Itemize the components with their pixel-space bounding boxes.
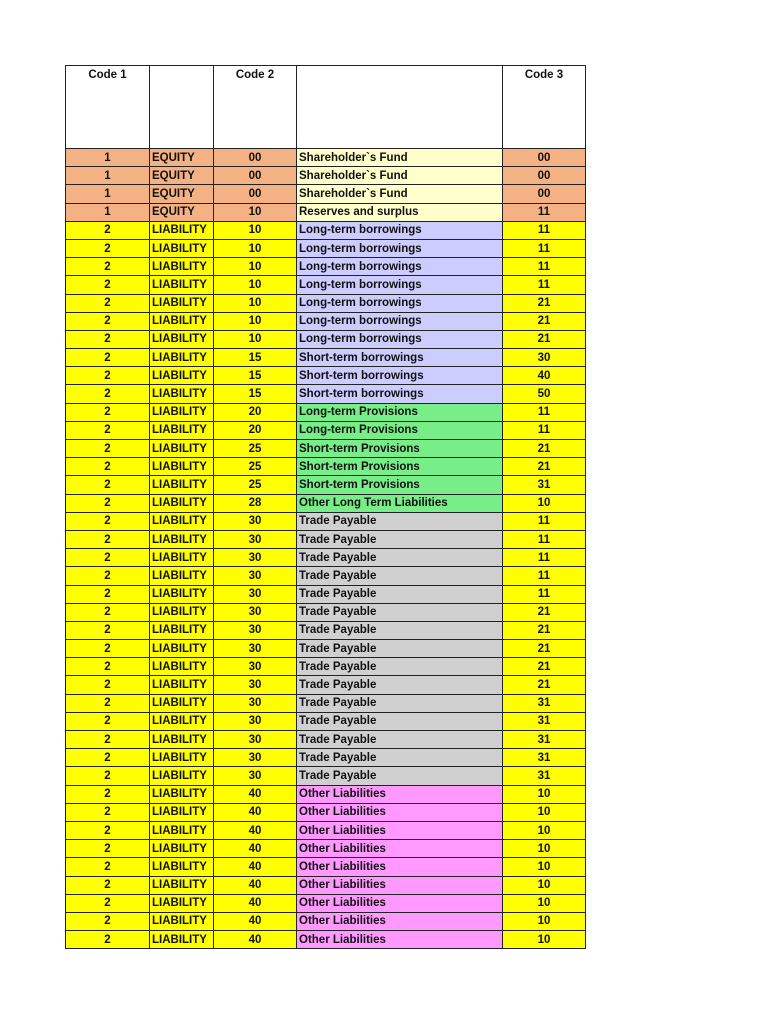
cell-description: Shareholder`s Fund [297, 167, 503, 185]
cell-description: Long-term borrowings [297, 258, 503, 276]
header-code-1: Code 1 [66, 66, 150, 149]
cell-description: Reserves and surplus [297, 203, 503, 221]
cell-code-1: 1 [66, 203, 150, 221]
cell-label: LIABILITY [150, 821, 214, 839]
cell-code-1: 2 [66, 821, 150, 839]
header-row [66, 66, 586, 149]
cell-code-2: 30 [214, 549, 297, 567]
cell-code-2: 30 [214, 767, 297, 785]
cell-description: Trade Payable [297, 530, 503, 548]
cell-description: Other Liabilities [297, 858, 503, 876]
table-row [66, 149, 586, 167]
cell-code-3: 11 [503, 530, 586, 548]
table-row [66, 767, 586, 785]
cell-label: LIABILITY [150, 567, 214, 585]
cell-code-3: 31 [503, 476, 586, 494]
cell-code-1: 2 [66, 585, 150, 603]
table-row [66, 221, 586, 239]
cell-label: LIABILITY [150, 458, 214, 476]
table-row [66, 403, 586, 421]
cell-code-3: 31 [503, 712, 586, 730]
cell-code-1: 2 [66, 312, 150, 330]
cell-code-2: 30 [214, 621, 297, 639]
cell-code-2: 10 [214, 239, 297, 257]
cell-description: Short-term Provisions [297, 440, 503, 458]
cell-label: LIABILITY [150, 530, 214, 548]
cell-code-3: 10 [503, 858, 586, 876]
cell-description: Other Liabilities [297, 840, 503, 858]
cell-label: LIABILITY [150, 767, 214, 785]
cell-code-1: 2 [66, 931, 150, 949]
cell-description: Other Liabilities [297, 821, 503, 839]
cell-description: Other Liabilities [297, 876, 503, 894]
table-row [66, 821, 586, 839]
table-row [66, 530, 586, 548]
cell-code-2: 25 [214, 476, 297, 494]
cell-label: LIABILITY [150, 385, 214, 403]
cell-code-2: 30 [214, 640, 297, 658]
cell-code-1: 2 [66, 494, 150, 512]
cell-code-2: 10 [214, 312, 297, 330]
cell-label: LIABILITY [150, 221, 214, 239]
cell-label: LIABILITY [150, 512, 214, 530]
cell-code-3: 31 [503, 731, 586, 749]
cell-code-1: 2 [66, 367, 150, 385]
cell-label: LIABILITY [150, 694, 214, 712]
cell-description: Other Long Term Liabilities [297, 494, 503, 512]
cell-code-3: 11 [503, 221, 586, 239]
cell-label: LIABILITY [150, 603, 214, 621]
cell-label: LIABILITY [150, 621, 214, 639]
cell-label: LIABILITY [150, 840, 214, 858]
cell-description: Trade Payable [297, 731, 503, 749]
table-row [66, 512, 586, 530]
cell-code-3: 11 [503, 421, 586, 439]
table-row [66, 421, 586, 439]
cell-label: LIABILITY [150, 476, 214, 494]
table-row [66, 239, 586, 257]
cell-label: EQUITY [150, 167, 214, 185]
table-row [66, 258, 586, 276]
cell-code-3: 10 [503, 821, 586, 839]
cell-code-3: 10 [503, 876, 586, 894]
cell-code-1: 2 [66, 894, 150, 912]
cell-description: Long-term Provisions [297, 421, 503, 439]
table-row [66, 749, 586, 767]
cell-code-3: 21 [503, 603, 586, 621]
cell-code-1: 2 [66, 476, 150, 494]
cell-code-2: 40 [214, 785, 297, 803]
cell-code-2: 30 [214, 694, 297, 712]
cell-code-1: 1 [66, 167, 150, 185]
cell-code-2: 30 [214, 749, 297, 767]
cell-code-1: 2 [66, 712, 150, 730]
cell-code-2: 40 [214, 858, 297, 876]
table-row [66, 349, 586, 367]
cell-description: Trade Payable [297, 658, 503, 676]
table-header [66, 66, 586, 149]
table-row [66, 585, 586, 603]
cell-label: LIABILITY [150, 658, 214, 676]
cell-code-2: 40 [214, 840, 297, 858]
cell-description: Trade Payable [297, 603, 503, 621]
cell-label: LIABILITY [150, 294, 214, 312]
cell-description: Short-term borrowings [297, 367, 503, 385]
cell-code-2: 25 [214, 440, 297, 458]
cell-description: Short-term Provisions [297, 476, 503, 494]
table-row [66, 312, 586, 330]
cell-code-3: 11 [503, 567, 586, 585]
cell-description: Shareholder`s Fund [297, 185, 503, 203]
cell-code-2: 25 [214, 458, 297, 476]
cell-code-1: 2 [66, 749, 150, 767]
cell-code-3: 21 [503, 676, 586, 694]
table-body [66, 149, 586, 949]
cell-code-3: 11 [503, 403, 586, 421]
table-row [66, 694, 586, 712]
table-row [66, 931, 586, 949]
cell-code-1: 1 [66, 149, 150, 167]
cell-code-1: 2 [66, 258, 150, 276]
header-code-3: Code 3 [503, 66, 586, 149]
cell-code-1: 2 [66, 840, 150, 858]
cell-code-1: 2 [66, 767, 150, 785]
table-row [66, 185, 586, 203]
cell-code-1: 2 [66, 803, 150, 821]
cell-description: Other Liabilities [297, 785, 503, 803]
cell-code-3: 10 [503, 785, 586, 803]
cell-description: Trade Payable [297, 621, 503, 639]
table-row [66, 330, 586, 348]
cell-code-3: 21 [503, 621, 586, 639]
cell-label: LIABILITY [150, 931, 214, 949]
cell-code-2: 30 [214, 658, 297, 676]
cell-label: LIABILITY [150, 494, 214, 512]
cell-code-3: 10 [503, 912, 586, 930]
cell-code-3: 40 [503, 367, 586, 385]
cell-code-2: 10 [214, 330, 297, 348]
cell-code-2: 30 [214, 585, 297, 603]
header-code-2: Code 2 [214, 66, 297, 149]
table-row [66, 603, 586, 621]
cell-code-3: 21 [503, 330, 586, 348]
cell-code-2: 10 [214, 294, 297, 312]
cell-code-2: 40 [214, 821, 297, 839]
cell-code-3: 11 [503, 276, 586, 294]
cell-label: LIABILITY [150, 712, 214, 730]
cell-code-2: 15 [214, 385, 297, 403]
table-row [66, 803, 586, 821]
cell-code-2: 20 [214, 421, 297, 439]
cell-code-3: 11 [503, 512, 586, 530]
table-row [66, 840, 586, 858]
header-label [150, 66, 214, 149]
cell-description: Other Liabilities [297, 931, 503, 949]
cell-description: Shareholder`s Fund [297, 149, 503, 167]
table-row [66, 458, 586, 476]
cell-code-3: 10 [503, 494, 586, 512]
cell-code-1: 2 [66, 403, 150, 421]
table-row [66, 640, 586, 658]
cell-description: Long-term borrowings [297, 330, 503, 348]
cell-code-2: 30 [214, 530, 297, 548]
cell-label: LIABILITY [150, 731, 214, 749]
cell-label: LIABILITY [150, 440, 214, 458]
table-row [66, 676, 586, 694]
cell-code-3: 11 [503, 203, 586, 221]
cell-code-1: 2 [66, 694, 150, 712]
header-description [297, 66, 503, 149]
cell-code-1: 2 [66, 676, 150, 694]
table-row [66, 294, 586, 312]
cell-code-2: 40 [214, 876, 297, 894]
cell-code-2: 30 [214, 712, 297, 730]
cell-label: LIABILITY [150, 640, 214, 658]
cell-code-3: 10 [503, 894, 586, 912]
cell-description: Trade Payable [297, 767, 503, 785]
cell-label: LIABILITY [150, 421, 214, 439]
cell-code-1: 2 [66, 876, 150, 894]
cell-label: EQUITY [150, 149, 214, 167]
cell-code-3: 11 [503, 585, 586, 603]
cell-code-2: 40 [214, 894, 297, 912]
table-row [66, 912, 586, 930]
table-row [66, 385, 586, 403]
cell-description: Trade Payable [297, 567, 503, 585]
cell-code-1: 2 [66, 530, 150, 548]
cell-code-1: 2 [66, 567, 150, 585]
cell-description: Other Liabilities [297, 912, 503, 930]
cell-code-2: 30 [214, 512, 297, 530]
cell-code-2: 30 [214, 567, 297, 585]
cell-description: Trade Payable [297, 676, 503, 694]
cell-description: Other Liabilities [297, 803, 503, 821]
cell-code-3: 21 [503, 440, 586, 458]
table-row [66, 876, 586, 894]
cell-code-2: 00 [214, 185, 297, 203]
cell-code-1: 2 [66, 221, 150, 239]
cell-code-3: 10 [503, 840, 586, 858]
table-row [66, 894, 586, 912]
cell-description: Trade Payable [297, 549, 503, 567]
cell-label: LIABILITY [150, 349, 214, 367]
cell-label: LIABILITY [150, 367, 214, 385]
cell-code-3: 21 [503, 312, 586, 330]
cell-code-1: 2 [66, 858, 150, 876]
cell-code-2: 10 [214, 258, 297, 276]
cell-code-2: 15 [214, 349, 297, 367]
cell-description: Trade Payable [297, 640, 503, 658]
cell-code-3: 00 [503, 185, 586, 203]
cell-code-1: 2 [66, 640, 150, 658]
cell-code-2: 40 [214, 931, 297, 949]
cell-label: LIABILITY [150, 749, 214, 767]
cell-code-3: 31 [503, 694, 586, 712]
cell-label: LIABILITY [150, 258, 214, 276]
cell-label: LIABILITY [150, 876, 214, 894]
cell-code-1: 2 [66, 239, 150, 257]
table-row [66, 712, 586, 730]
cell-description: Long-term borrowings [297, 221, 503, 239]
cell-code-1: 2 [66, 421, 150, 439]
table-row [66, 567, 586, 585]
table-row [66, 658, 586, 676]
table-row [66, 440, 586, 458]
table-row [66, 494, 586, 512]
cell-description: Short-term borrowings [297, 385, 503, 403]
cell-label: LIABILITY [150, 585, 214, 603]
cell-code-3: 11 [503, 239, 586, 257]
cell-code-3: 50 [503, 385, 586, 403]
cell-description: Short-term Provisions [297, 458, 503, 476]
cell-code-1: 2 [66, 785, 150, 803]
cell-label: LIABILITY [150, 239, 214, 257]
cell-code-2: 40 [214, 803, 297, 821]
cell-label: EQUITY [150, 185, 214, 203]
cell-code-3: 00 [503, 167, 586, 185]
cell-code-2: 30 [214, 676, 297, 694]
table-row [66, 367, 586, 385]
cell-code-2: 10 [214, 203, 297, 221]
cell-code-2: 00 [214, 149, 297, 167]
cell-code-3: 31 [503, 767, 586, 785]
table-row [66, 476, 586, 494]
cell-description: Long-term Provisions [297, 403, 503, 421]
cell-label: LIABILITY [150, 403, 214, 421]
cell-description: Other Liabilities [297, 894, 503, 912]
cell-description: Trade Payable [297, 512, 503, 530]
cell-description: Trade Payable [297, 749, 503, 767]
table-row [66, 549, 586, 567]
cell-description: Long-term borrowings [297, 294, 503, 312]
cell-label: LIABILITY [150, 276, 214, 294]
cell-code-1: 2 [66, 658, 150, 676]
cell-code-3: 21 [503, 458, 586, 476]
table-row [66, 731, 586, 749]
cell-code-1: 2 [66, 621, 150, 639]
cell-code-2: 30 [214, 603, 297, 621]
cell-label: LIABILITY [150, 785, 214, 803]
cell-code-2: 15 [214, 367, 297, 385]
cell-description: Long-term borrowings [297, 276, 503, 294]
table-row [66, 621, 586, 639]
cell-code-3: 00 [503, 149, 586, 167]
cell-code-1: 2 [66, 294, 150, 312]
cell-code-3: 21 [503, 294, 586, 312]
cell-label: LIABILITY [150, 912, 214, 930]
table-row [66, 203, 586, 221]
cell-code-1: 2 [66, 603, 150, 621]
cell-code-1: 2 [66, 385, 150, 403]
cell-code-3: 21 [503, 658, 586, 676]
cell-description: Short-term borrowings [297, 349, 503, 367]
cell-code-2: 30 [214, 731, 297, 749]
cell-code-3: 30 [503, 349, 586, 367]
cell-label: LIABILITY [150, 803, 214, 821]
cell-code-1: 2 [66, 458, 150, 476]
cell-code-1: 2 [66, 330, 150, 348]
cell-description: Long-term borrowings [297, 312, 503, 330]
table-row [66, 276, 586, 294]
cell-code-3: 10 [503, 803, 586, 821]
cell-label: LIABILITY [150, 858, 214, 876]
cell-description: Trade Payable [297, 585, 503, 603]
cell-label: LIABILITY [150, 330, 214, 348]
cell-label: EQUITY [150, 203, 214, 221]
cell-code-2: 10 [214, 276, 297, 294]
cell-code-1: 2 [66, 549, 150, 567]
cell-code-2: 10 [214, 221, 297, 239]
cell-label: LIABILITY [150, 676, 214, 694]
cell-label: LIABILITY [150, 549, 214, 567]
cell-label: LIABILITY [150, 894, 214, 912]
cell-code-3: 10 [503, 931, 586, 949]
cell-code-1: 2 [66, 512, 150, 530]
cell-code-3: 31 [503, 749, 586, 767]
cell-code-2: 28 [214, 494, 297, 512]
cell-code-1: 2 [66, 440, 150, 458]
table-row [66, 167, 586, 185]
cell-code-3: 21 [503, 640, 586, 658]
cell-code-1: 2 [66, 276, 150, 294]
cell-code-3: 11 [503, 258, 586, 276]
cell-label: LIABILITY [150, 312, 214, 330]
cell-description: Long-term borrowings [297, 239, 503, 257]
cell-description: Trade Payable [297, 712, 503, 730]
cell-code-1: 2 [66, 349, 150, 367]
cell-code-1: 1 [66, 185, 150, 203]
cell-code-1: 2 [66, 912, 150, 930]
cell-description: Trade Payable [297, 694, 503, 712]
cell-code-3: 11 [503, 549, 586, 567]
code-table [65, 65, 586, 949]
cell-code-2: 40 [214, 912, 297, 930]
table-row [66, 858, 586, 876]
table-row [66, 785, 586, 803]
cell-code-2: 20 [214, 403, 297, 421]
cell-code-1: 2 [66, 731, 150, 749]
cell-code-2: 00 [214, 167, 297, 185]
